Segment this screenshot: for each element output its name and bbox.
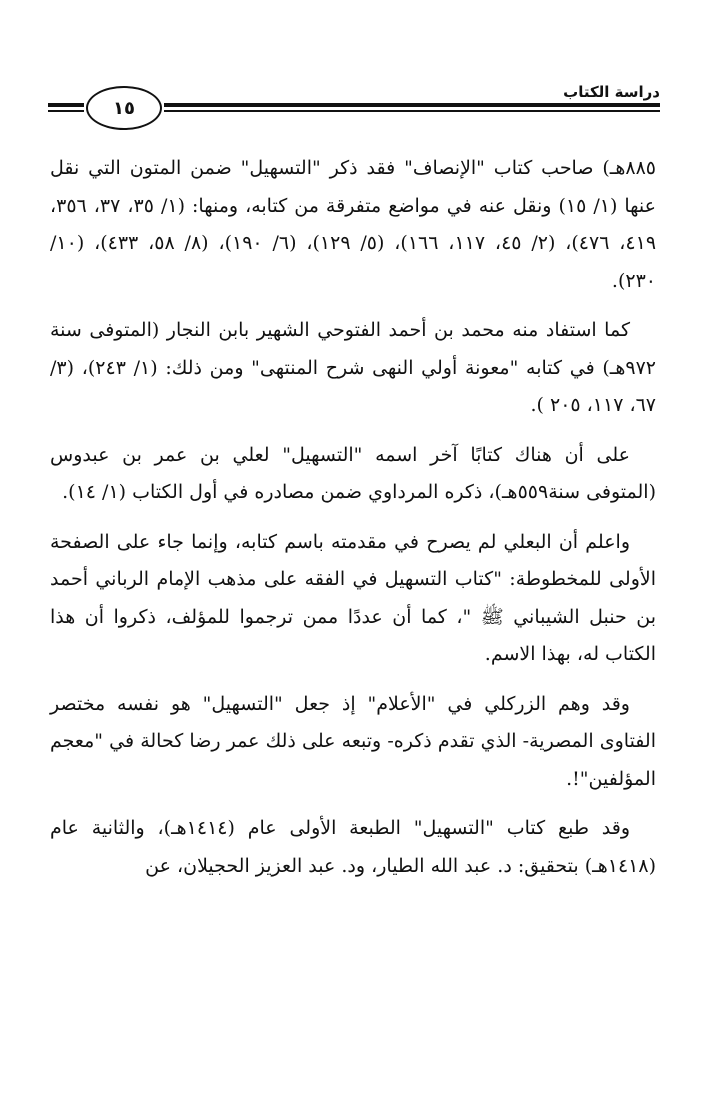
paragraph: كما استفاد منه محمد بن أحمد الفتوحي الشهير بابن النجار (المتوفى سنة ٩٧٢هـ) في كتابه "معونة أولي النهى شرح المنتهى" ومن ذلك: (١/ ٢٤٣)، (٣/ ٦٧، ١١٧، ٢٠٥ ). [50, 319, 656, 416]
page-header [48, 82, 660, 132]
running-header-title: دراسة الكتاب [563, 83, 660, 101]
paragraph: وقد وهم الزركلي في "الأعلام" إذ جعل "التسهيل" هو نفسه مختصر الفتاوى المصرية- الذي تقدم ذكره- وتبعه على ذلك عمر رضا كحالة في "معجم المؤلفين"!. [50, 692, 656, 790]
header-rule-left-thin [48, 110, 84, 112]
page-number: ١٥ [86, 86, 162, 130]
page-body [50, 150, 656, 897]
header-rule-thick [164, 103, 660, 107]
paragraph: واعلم أن البعلي لم يصرح في مقدمته باسم كتابه، وإنما جاء على الصفحة الأولى للمخطوطة: "كتاب التسهيل في الفقه على مذهب الإمام الرباني أحمد بن حنبل الشيباني ﷺ "، كما أن عددًا ممن ترجموا للمؤلف، ذكروا أن هذا الكتاب له، بهذا الاسم. [50, 530, 656, 665]
paragraph-continuation: ٨٨٥هـ) صاحب كتاب "الإنصاف" فقد ذكر "التسهيل" ضمن المتون التي نقل عنها (١/ ١٥) ونقل عنه في مواضع متفرقة من كتابه، ومنها: (١/ ٣٥، ٣٧، ٣٥٦، ٤١٩، ٤٧٦)، (٢/ ٤٥، ١١٧، ١٦٦)، (٥/ ١٢٩)، (٦/ ١٩٠)، (٨/ ٥٨، ٤٣٣)، (١٠/ ٢٣٠). [50, 157, 657, 292]
header-rule-thin [164, 110, 660, 112]
header-rule-left-thick [48, 103, 84, 107]
paragraph: على أن هناك كتابًا آخر اسمه "التسهيل" لعلي بن عمر بن عبدوس (المتوفى سنة٥٥٩هـ)، ذكره المرداوي ضمن مصادره في أول الكتاب (١/ ١٤). [50, 443, 656, 503]
paragraph: وقد طبع كتاب "التسهيل" الطبعة الأولى عام (١٤١٤هـ)، والثانية عام (١٤١٨هـ) بتحقيق: د. عبد الله الطيار، ود. عبد العزيز الحجيلان، عن [50, 817, 656, 877]
